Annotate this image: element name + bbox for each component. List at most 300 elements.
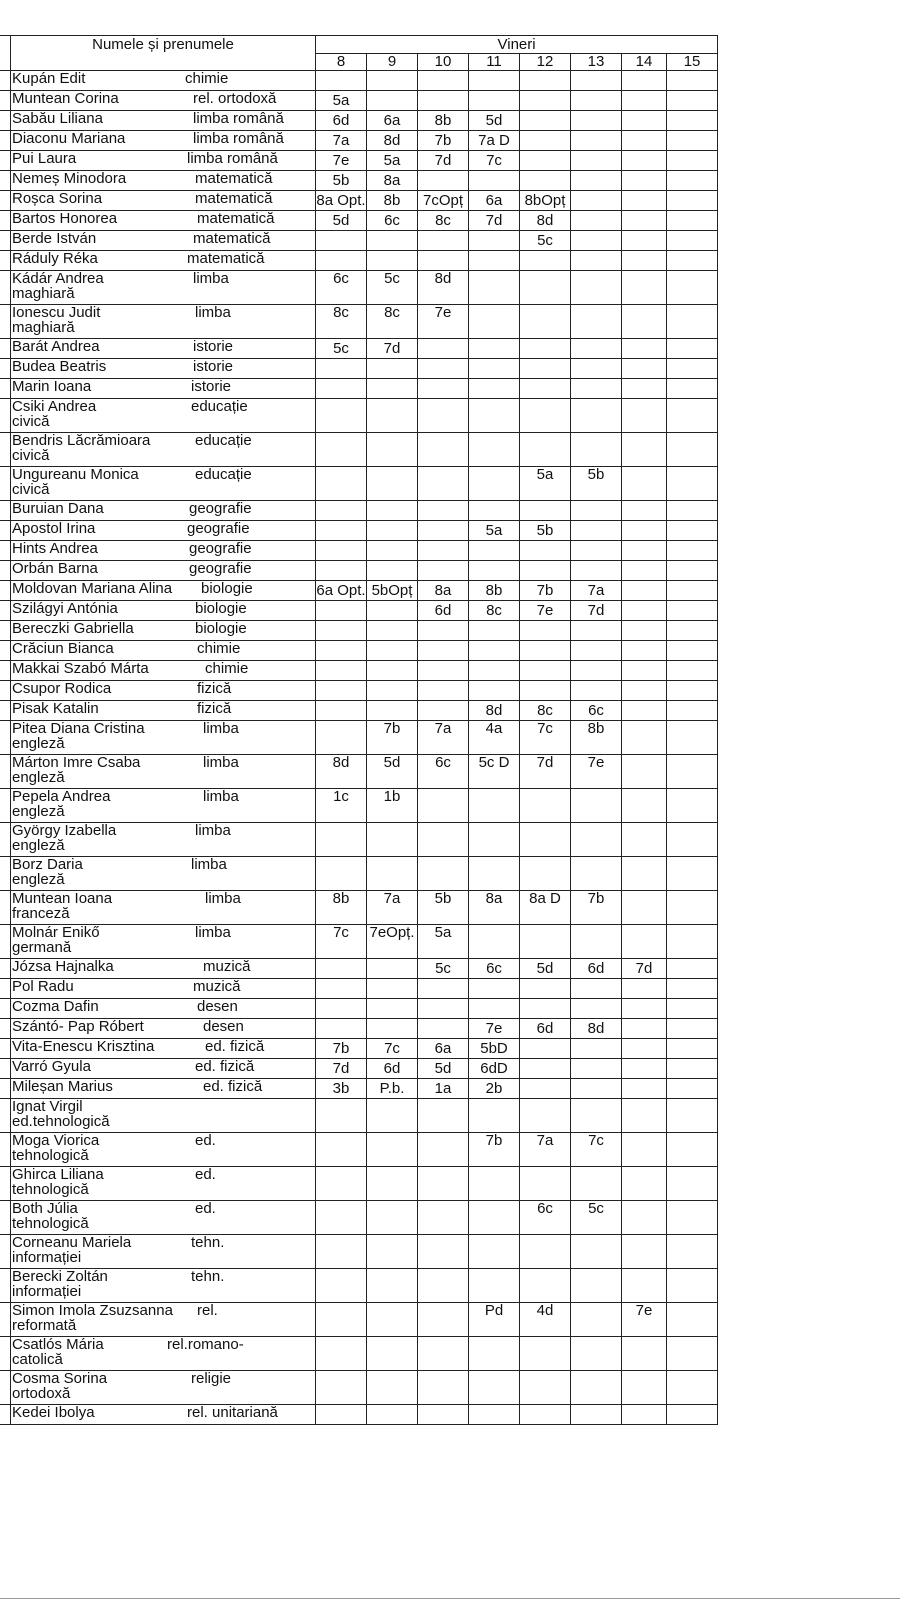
row-number-header [0, 36, 11, 71]
teacher-subject: limba [203, 788, 239, 805]
class-cell [571, 231, 622, 251]
teacher-cell [11, 251, 316, 271]
teacher-cell [11, 71, 316, 91]
class-cell: 7c [520, 721, 571, 755]
table-row [0, 681, 718, 701]
teacher-name: György Izabella [12, 822, 117, 839]
class-cell [622, 171, 667, 191]
class-cell: 5d [316, 211, 367, 231]
row-number-cell [0, 1059, 11, 1079]
class-cell: 8d [418, 271, 469, 305]
row-number-cell [0, 71, 11, 91]
class-cell: 8b [469, 581, 520, 601]
class-cell [367, 231, 418, 251]
class-cell [418, 339, 469, 359]
class-cell [520, 171, 571, 191]
class-cell [469, 789, 520, 823]
class-cell: 5b [316, 171, 367, 191]
class-cell: 6d [520, 1019, 571, 1039]
class-cell [622, 1405, 667, 1425]
table-row [0, 1201, 718, 1235]
table-row [0, 231, 718, 251]
class-cell [418, 1235, 469, 1269]
class-cell [520, 1039, 571, 1059]
class-cell [367, 71, 418, 91]
row-number-cell [0, 1303, 11, 1337]
teacher-cell [11, 231, 316, 251]
class-cell [469, 399, 520, 433]
class-cell: 7eOpț. [367, 925, 418, 959]
teacher-name: Moga Viorica [12, 1132, 100, 1149]
class-cell: 3b [316, 1079, 367, 1099]
row-number-cell [0, 467, 11, 501]
teacher-subject: educație [191, 398, 248, 415]
table-row [0, 581, 718, 601]
teacher-name: Sabău Liliana [12, 110, 103, 127]
teacher-cell [11, 339, 316, 359]
teacher-name: Ráduly Réka [12, 250, 98, 267]
class-cell [571, 823, 622, 857]
teacher-subject-continued: engleză [12, 871, 65, 888]
class-cell [316, 1235, 367, 1269]
teacher-subject: rel. unitariană [187, 1404, 278, 1421]
teacher-subject: rel. [197, 1302, 218, 1319]
class-cell: 6c [418, 755, 469, 789]
class-cell: 7a [316, 131, 367, 151]
class-cell [367, 1371, 418, 1405]
class-cell: 5d [367, 755, 418, 789]
class-cell [667, 979, 718, 999]
row-number-cell [0, 433, 11, 467]
class-cell [667, 1133, 718, 1167]
row-number-cell [0, 999, 11, 1019]
class-cell [667, 191, 718, 211]
class-cell [571, 857, 622, 891]
class-cell [418, 857, 469, 891]
class-cell [418, 789, 469, 823]
class-cell [622, 581, 667, 601]
row-number-cell [0, 621, 11, 641]
teacher-name: Bendris Lăcrămioara [12, 432, 151, 449]
class-cell: 5c [520, 231, 571, 251]
row-number-cell [0, 959, 11, 979]
class-cell [418, 433, 469, 467]
row-number-cell [0, 721, 11, 755]
class-cell [667, 1079, 718, 1099]
row-number-cell [0, 1337, 11, 1371]
class-cell [316, 1371, 367, 1405]
class-cell: 5c [571, 1201, 622, 1235]
class-cell [667, 561, 718, 581]
class-cell: 1a [418, 1079, 469, 1099]
class-cell [469, 171, 520, 191]
row-number-cell [0, 1133, 11, 1167]
teacher-name: Diaconu Mariana [12, 130, 126, 147]
class-cell: 4d [520, 1303, 571, 1337]
class-cell [667, 1269, 718, 1303]
class-cell [622, 501, 667, 521]
class-cell [469, 1337, 520, 1371]
table-row [0, 1371, 718, 1405]
teacher-subject: limba română [193, 130, 284, 147]
class-cell [622, 541, 667, 561]
class-cell [667, 467, 718, 501]
table-row [0, 1079, 718, 1099]
class-cell [469, 1371, 520, 1405]
class-cell: 5c [418, 959, 469, 979]
class-cell [571, 1303, 622, 1337]
class-cell: 8b [316, 891, 367, 925]
class-cell [316, 721, 367, 755]
class-cell [622, 1235, 667, 1269]
teacher-cell [11, 91, 316, 111]
row-number-cell [0, 891, 11, 925]
class-cell [622, 131, 667, 151]
class-cell: 7b [469, 1133, 520, 1167]
class-cell: 5b [520, 521, 571, 541]
class-cell [418, 661, 469, 681]
class-cell: 7d [316, 1059, 367, 1079]
teacher-cell [11, 823, 316, 857]
class-cell [622, 1337, 667, 1371]
class-cell [520, 131, 571, 151]
row-number-cell [0, 701, 11, 721]
teacher-name: Borz Daria [12, 856, 83, 873]
class-cell [520, 621, 571, 641]
teacher-cell [11, 171, 316, 191]
class-cell [622, 1167, 667, 1201]
class-cell: 8c [520, 701, 571, 721]
hour-header: 9 [367, 54, 418, 71]
class-cell: 6c [520, 1201, 571, 1235]
class-cell [469, 641, 520, 661]
teacher-cell [11, 755, 316, 789]
class-cell [622, 1201, 667, 1235]
class-cell [418, 999, 469, 1019]
class-cell [418, 823, 469, 857]
class-cell [667, 857, 718, 891]
class-cell [622, 359, 667, 379]
class-cell [367, 399, 418, 433]
teacher-subject: religie [191, 1370, 232, 1387]
class-cell [571, 1059, 622, 1079]
teacher-cell [11, 681, 316, 701]
class-cell [571, 1269, 622, 1303]
class-cell [520, 999, 571, 1019]
class-cell [520, 305, 571, 339]
class-cell [571, 359, 622, 379]
table-row [0, 1133, 718, 1167]
class-cell [667, 1371, 718, 1405]
teacher-name: Cozma Dafin [12, 998, 99, 1015]
table-row [0, 621, 718, 641]
table-row [0, 979, 718, 999]
class-cell [418, 521, 469, 541]
class-cell [520, 1337, 571, 1371]
teacher-subject: muzică [203, 958, 251, 975]
class-cell [316, 857, 367, 891]
row-number-cell [0, 91, 11, 111]
class-cell: 7d [469, 211, 520, 231]
class-cell [622, 661, 667, 681]
class-cell: 1c [316, 789, 367, 823]
table-row [0, 251, 718, 271]
teacher-subject: tehn. [191, 1268, 225, 1285]
row-number-cell [0, 1079, 11, 1099]
class-cell [667, 171, 718, 191]
teacher-cell [11, 111, 316, 131]
teacher-cell [11, 131, 316, 151]
table-row [0, 1019, 718, 1039]
class-cell: 8a [418, 581, 469, 601]
hour-header: 15 [667, 54, 718, 71]
class-cell [316, 1269, 367, 1303]
class-cell [667, 601, 718, 621]
table-row [0, 71, 718, 91]
class-cell [469, 681, 520, 701]
class-cell [316, 561, 367, 581]
class-cell [520, 789, 571, 823]
class-cell: 5a [367, 151, 418, 171]
teacher-subject: biologie [195, 620, 247, 637]
teacher-subject-continued: germană [12, 939, 72, 956]
class-cell [667, 1039, 718, 1059]
row-number-cell [0, 211, 11, 231]
class-cell [316, 399, 367, 433]
teacher-subject: fizică [197, 680, 232, 697]
teacher-subject-continued: tehnologică [12, 1215, 89, 1232]
class-cell [316, 641, 367, 661]
class-cell [520, 111, 571, 131]
class-cell [520, 399, 571, 433]
class-cell [316, 71, 367, 91]
class-cell [667, 211, 718, 231]
row-number-cell [0, 857, 11, 891]
hour-header: 14 [622, 54, 667, 71]
class-cell [622, 191, 667, 211]
teacher-cell [11, 1269, 316, 1303]
class-cell [469, 925, 520, 959]
class-cell [667, 701, 718, 721]
class-cell [571, 925, 622, 959]
class-cell [571, 1099, 622, 1133]
class-cell [418, 701, 469, 721]
class-cell [418, 1019, 469, 1039]
row-number-cell [0, 1201, 11, 1235]
table-row [0, 521, 718, 541]
teacher-subject-continued: catolică [12, 1351, 63, 1368]
class-cell [520, 979, 571, 999]
teacher-subject: ed. fizică [203, 1078, 263, 1095]
class-cell [520, 501, 571, 521]
teacher-subject: chimie [185, 70, 229, 87]
teacher-cell [11, 561, 316, 581]
class-cell: 6a [469, 191, 520, 211]
class-cell: 8c [316, 305, 367, 339]
class-cell: 7c [316, 925, 367, 959]
class-cell [418, 641, 469, 661]
table-row [0, 91, 718, 111]
teacher-name: Corneanu Mariela [12, 1234, 132, 1251]
teacher-name: Pepela Andrea [12, 788, 111, 805]
teacher-cell [11, 857, 316, 891]
class-cell [571, 379, 622, 399]
class-cell: 8a Opt. [316, 192, 366, 209]
class-cell: 6a [418, 1039, 469, 1059]
class-cell: 5d [520, 959, 571, 979]
teacher-name: Szilágyi Antónia [12, 600, 118, 617]
table-row [0, 1405, 718, 1425]
class-cell [316, 251, 367, 271]
teacher-subject: istorie [193, 338, 234, 355]
class-cell: 7d [571, 601, 622, 621]
row-number-cell [0, 755, 11, 789]
teacher-cell [11, 601, 316, 621]
class-cell: 8d [469, 701, 520, 721]
class-cell [667, 581, 718, 601]
class-cell [571, 999, 622, 1019]
teacher-subject: biologie [195, 600, 247, 617]
teacher-name: Hints Andrea [12, 540, 98, 557]
row-number-cell [0, 1269, 11, 1303]
class-cell [520, 925, 571, 959]
class-cell [367, 1337, 418, 1371]
table-row [0, 305, 718, 339]
class-cell [667, 1201, 718, 1235]
teacher-name: Molnár Enikő [12, 924, 100, 941]
schedule-sheet [0, 35, 718, 1425]
class-cell [571, 561, 622, 581]
teacher-subject-continued: maghiară [12, 285, 75, 302]
class-cell: 5a [520, 467, 571, 501]
class-cell [367, 601, 418, 621]
class-cell [667, 641, 718, 661]
class-cell [571, 1039, 622, 1059]
class-cell [571, 661, 622, 681]
header-row [0, 36, 718, 54]
table-row [0, 467, 718, 501]
teacher-cell [11, 721, 316, 755]
teacher-subject: limba [195, 822, 231, 839]
row-number-cell [0, 1039, 11, 1059]
class-cell [571, 151, 622, 171]
teacher-cell [11, 1099, 316, 1133]
teacher-subject-continued: engleză [12, 837, 65, 854]
class-cell: 7a [571, 581, 622, 601]
class-cell [520, 151, 571, 171]
teacher-subject: rel. ortodoxă [193, 90, 277, 107]
class-cell [469, 501, 520, 521]
class-cell [622, 857, 667, 891]
class-cell [316, 433, 367, 467]
class-cell: 8d [520, 211, 571, 231]
class-cell [571, 271, 622, 305]
teacher-subject: ed. [195, 1132, 216, 1149]
teacher-subject-continued: engleză [12, 735, 65, 752]
class-cell [469, 1201, 520, 1235]
teacher-subject: desen [203, 1018, 244, 1035]
teacher-cell [11, 1235, 316, 1269]
class-cell [667, 271, 718, 305]
class-cell [520, 1059, 571, 1079]
teacher-cell [11, 641, 316, 661]
row-number-cell [0, 1371, 11, 1405]
teacher-subject-continued: informației [12, 1283, 82, 1300]
teacher-name: Csupor Rodica [12, 680, 112, 697]
teacher-name: Roșca Sorina [12, 190, 103, 207]
class-cell [367, 1303, 418, 1337]
table-row [0, 399, 718, 433]
class-cell: 8c [367, 305, 418, 339]
class-cell [316, 621, 367, 641]
teacher-cell [11, 1371, 316, 1405]
teacher-name: Muntean Ioana [12, 890, 113, 907]
teacher-cell [11, 1337, 316, 1371]
class-cell [469, 271, 520, 305]
teacher-cell [11, 1059, 316, 1079]
class-cell [667, 131, 718, 151]
class-cell [667, 1405, 718, 1425]
class-cell: 6c [316, 271, 367, 305]
class-cell [367, 541, 418, 561]
class-cell [667, 959, 718, 979]
class-cell [622, 251, 667, 271]
class-cell: 8d [571, 1019, 622, 1039]
row-number-cell [0, 521, 11, 541]
teacher-name: Csiki Andrea [12, 398, 97, 415]
table-row [0, 999, 718, 1019]
class-cell [469, 1167, 520, 1201]
class-cell [418, 399, 469, 433]
row-number-cell [0, 359, 11, 379]
class-cell [622, 467, 667, 501]
class-cell [316, 1019, 367, 1039]
class-cell: 7d [622, 959, 667, 979]
teacher-subject-continued: franceză [12, 905, 70, 922]
class-cell [571, 1337, 622, 1371]
teacher-subject-continued: maghiară [12, 319, 75, 336]
class-cell [469, 433, 520, 467]
class-cell [622, 721, 667, 755]
class-cell [367, 1201, 418, 1235]
teacher-subject-continued: civică [12, 447, 50, 464]
class-cell [316, 1133, 367, 1167]
teacher-cell [11, 959, 316, 979]
row-number-cell [0, 601, 11, 621]
class-cell [622, 979, 667, 999]
class-cell [571, 305, 622, 339]
class-cell [667, 1099, 718, 1133]
class-cell: 7b [367, 721, 418, 755]
class-cell [571, 979, 622, 999]
class-cell [667, 339, 718, 359]
class-cell [367, 823, 418, 857]
teacher-subject: ed. fizică [205, 1038, 265, 1055]
row-number-cell [0, 541, 11, 561]
class-cell [316, 959, 367, 979]
class-cell: 6a Opt. [316, 582, 366, 599]
class-cell [622, 601, 667, 621]
class-cell [622, 1099, 667, 1133]
class-cell [316, 1405, 367, 1425]
class-cell [571, 171, 622, 191]
table-row [0, 661, 718, 681]
class-cell [469, 1099, 520, 1133]
class-cell [571, 1167, 622, 1201]
teacher-cell [11, 1039, 316, 1059]
class-cell: 2b [469, 1079, 520, 1099]
class-cell [367, 999, 418, 1019]
